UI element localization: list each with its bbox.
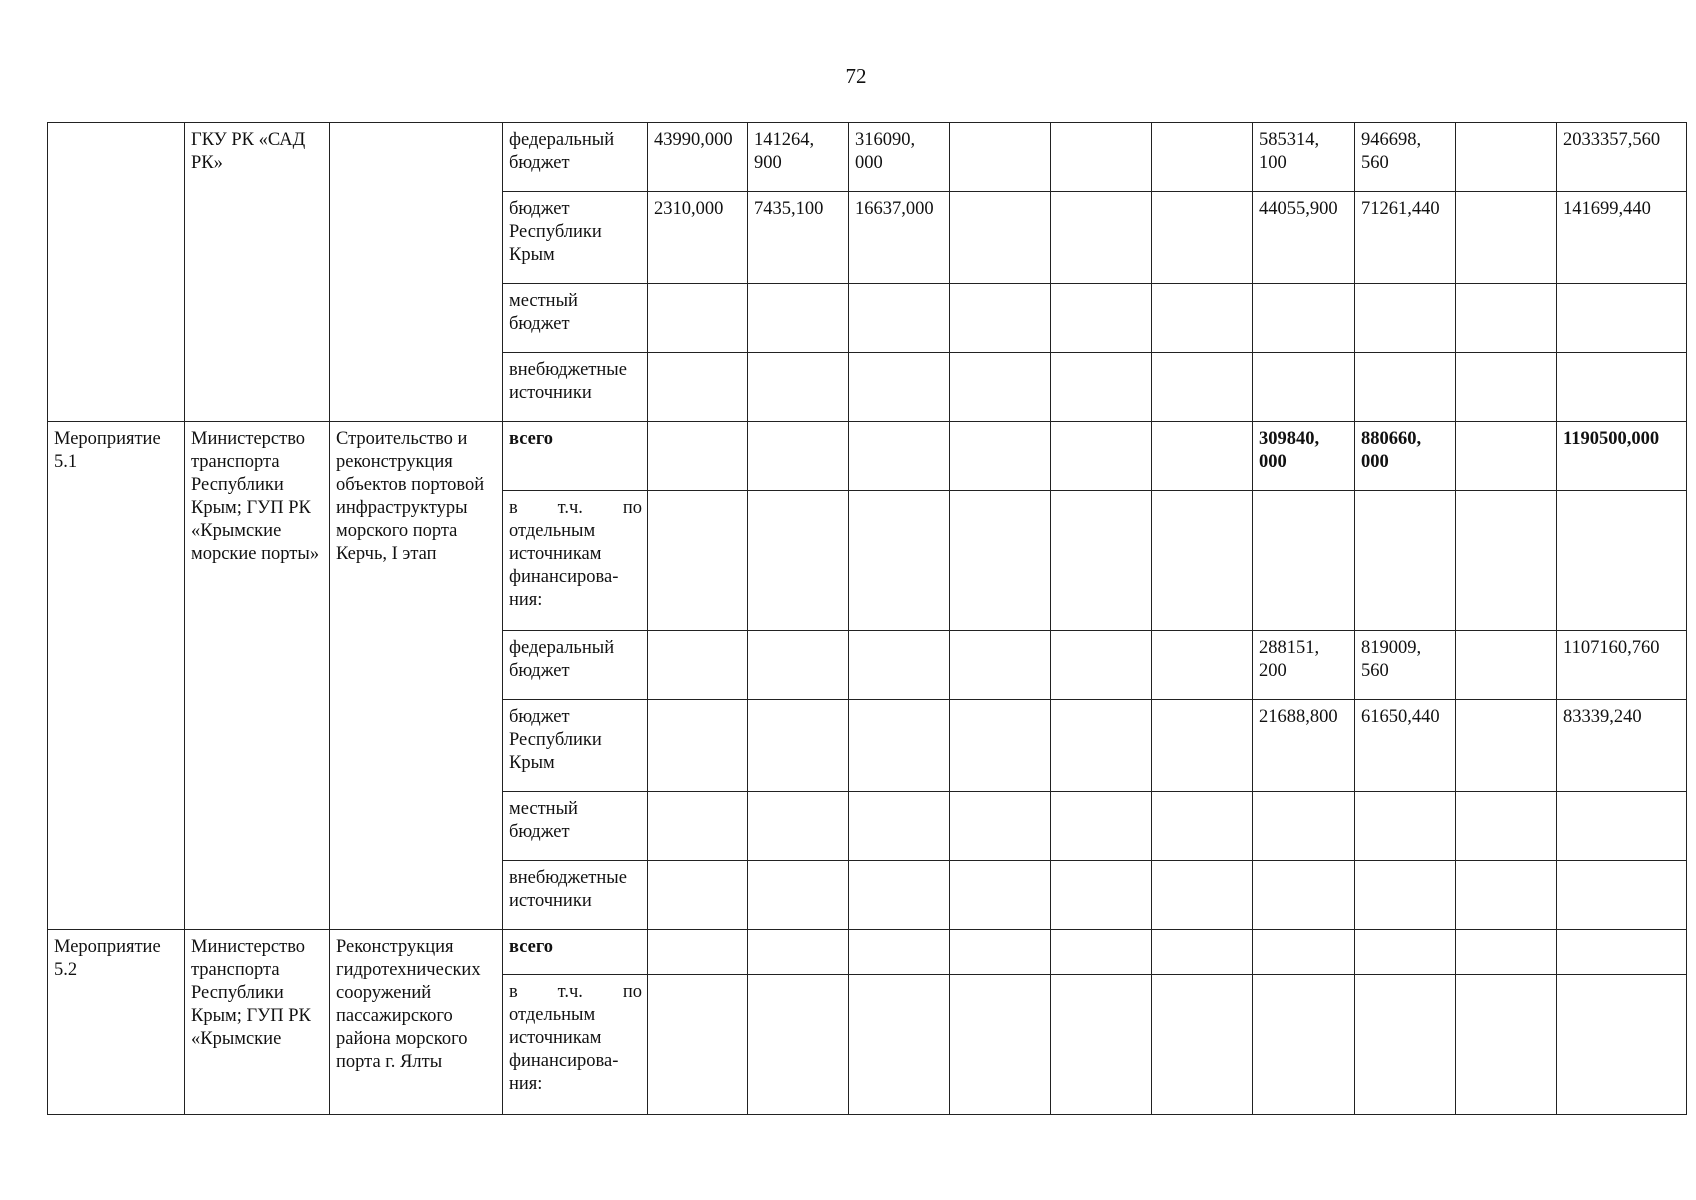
amount-cell xyxy=(950,975,1051,1115)
amount-cell: 1107160,760 xyxy=(1557,631,1687,700)
measure-name-cell: Мероприятие 5.2 xyxy=(48,930,185,1115)
amount-cell xyxy=(950,631,1051,700)
amount-cell xyxy=(1456,353,1557,422)
amount-cell: 316090, 000 xyxy=(849,123,950,192)
source-cell-total: всего xyxy=(503,930,648,975)
executor-cell: Министерство транспорта Республики Крым; ГУП РК «Крымские морские порты» xyxy=(185,422,330,930)
amount-cell: 2310,000 xyxy=(648,192,748,284)
including-label-word: в xyxy=(509,498,518,518)
amount-cell: 585314, 100 xyxy=(1253,123,1355,192)
table-row xyxy=(48,422,1687,491)
amount-cell: 83339,240 xyxy=(1557,700,1687,792)
including-label-rest: отдельным источникам финансирова-ния: xyxy=(509,1005,619,1094)
executor-cell: ГКУ РК «САД РК» xyxy=(185,123,330,422)
amount-cell xyxy=(748,491,849,631)
amount-cell xyxy=(1557,861,1687,930)
amount-cell xyxy=(950,700,1051,792)
amount-cell: 141699,440 xyxy=(1557,192,1687,284)
amount-cell xyxy=(1456,284,1557,353)
amount-cell xyxy=(748,792,849,861)
amount-cell: 7435,100 xyxy=(748,192,849,284)
amount-cell: 309840, 000 xyxy=(1253,422,1355,491)
executor-cell: Министерство транспорта Республики Крым; ГУП РК «Крымские xyxy=(185,930,330,1115)
source-cell: федеральный бюджет xyxy=(503,123,648,192)
amount-cell xyxy=(849,491,950,631)
amount-cell: 2033357,560 xyxy=(1557,123,1687,192)
amount-cell xyxy=(1456,123,1557,192)
amount-cell xyxy=(1456,700,1557,792)
amount-cell xyxy=(1456,930,1557,975)
amount-cell xyxy=(1253,792,1355,861)
amount-cell xyxy=(950,792,1051,861)
amount-cell: 819009, 560 xyxy=(1355,631,1456,700)
amount-cell xyxy=(950,422,1051,491)
amount-cell xyxy=(1253,491,1355,631)
amount-cell xyxy=(1456,792,1557,861)
amount-cell xyxy=(950,491,1051,631)
amount-cell xyxy=(1557,284,1687,353)
amount-cell: 16637,000 xyxy=(849,192,950,284)
amount-cell: 21688,800 xyxy=(1253,700,1355,792)
amount-cell xyxy=(1355,792,1456,861)
amount-cell xyxy=(950,930,1051,975)
including-label-line xyxy=(509,497,642,520)
amount-cell xyxy=(1456,422,1557,491)
measure-name-cell: Мероприятие 5.1 xyxy=(48,422,185,930)
amount-cell xyxy=(1253,861,1355,930)
amount-cell xyxy=(1152,192,1253,284)
amount-cell xyxy=(1456,192,1557,284)
amount-cell xyxy=(1253,975,1355,1115)
amount-cell xyxy=(1051,192,1152,284)
amount-cell xyxy=(1152,123,1253,192)
amount-cell xyxy=(1456,975,1557,1115)
amount-cell xyxy=(950,353,1051,422)
source-cell: внебюджетные источники xyxy=(503,353,648,422)
amount-cell xyxy=(748,284,849,353)
including-label-rest: отдельным источникам финансирова-ния: xyxy=(509,521,619,610)
amount-cell xyxy=(1152,631,1253,700)
amount-cell xyxy=(1557,792,1687,861)
amount-cell xyxy=(1456,631,1557,700)
amount-cell xyxy=(1253,930,1355,975)
amount-cell xyxy=(1557,930,1687,975)
amount-cell xyxy=(748,861,849,930)
amount-cell: 61650,440 xyxy=(1355,700,1456,792)
amount-cell xyxy=(1152,861,1253,930)
amount-cell xyxy=(849,700,950,792)
amount-cell xyxy=(1355,284,1456,353)
amount-cell xyxy=(950,861,1051,930)
amount-cell xyxy=(1051,975,1152,1115)
amount-cell xyxy=(1051,631,1152,700)
amount-cell xyxy=(1051,284,1152,353)
amount-cell: 1190500,000 xyxy=(1557,422,1687,491)
source-cell: местный бюджет xyxy=(503,792,648,861)
source-cell-including xyxy=(503,975,648,1115)
amount-cell xyxy=(648,975,748,1115)
source-cell: бюджет Республики Крым xyxy=(503,192,648,284)
amount-cell xyxy=(1253,353,1355,422)
budget-table xyxy=(47,122,1687,1115)
page-number: 72 xyxy=(845,64,867,88)
amount-cell xyxy=(648,861,748,930)
amount-cell xyxy=(748,422,849,491)
including-label-word: в xyxy=(509,982,518,1002)
amount-cell xyxy=(1152,284,1253,353)
amount-cell xyxy=(950,284,1051,353)
amount-cell xyxy=(748,975,849,1115)
table-row xyxy=(48,930,1687,975)
table-row xyxy=(48,123,1687,192)
description-cell: Строительство и реконструкция объектов портовой инфраструктуры морского порта Керчь, I этап xyxy=(330,422,503,930)
source-cell: местный бюджет xyxy=(503,284,648,353)
amount-cell xyxy=(849,861,950,930)
amount-cell xyxy=(1051,422,1152,491)
amount-cell xyxy=(1355,975,1456,1115)
amount-cell xyxy=(748,353,849,422)
amount-cell xyxy=(849,631,950,700)
amount-cell xyxy=(748,930,849,975)
amount-cell: 43990,000 xyxy=(648,123,748,192)
source-cell: внебюджетные источники xyxy=(503,861,648,930)
description-cell: Реконструкция гидротехнических сооружений пассажирского района морского порта г. Ялты xyxy=(330,930,503,1115)
amount-cell xyxy=(1152,353,1253,422)
amount-cell xyxy=(1557,491,1687,631)
amount-cell xyxy=(1051,123,1152,192)
amount-cell xyxy=(849,353,950,422)
including-label-line xyxy=(509,981,642,1004)
description-cell xyxy=(330,123,503,422)
amount-cell xyxy=(1152,975,1253,1115)
amount-cell xyxy=(1152,930,1253,975)
amount-cell xyxy=(648,631,748,700)
including-label-word: по xyxy=(622,498,642,518)
amount-cell xyxy=(648,353,748,422)
amount-cell xyxy=(1557,353,1687,422)
amount-cell xyxy=(1253,284,1355,353)
amount-cell: 946698, 560 xyxy=(1355,123,1456,192)
amount-cell xyxy=(1355,930,1456,975)
source-cell-total: всего xyxy=(503,422,648,491)
amount-cell xyxy=(849,422,950,491)
source-cell-including xyxy=(503,491,648,631)
amount-cell xyxy=(1051,930,1152,975)
amount-cell: 288151, 200 xyxy=(1253,631,1355,700)
amount-cell xyxy=(849,930,950,975)
amount-cell xyxy=(648,700,748,792)
amount-cell xyxy=(1152,422,1253,491)
amount-cell xyxy=(648,422,748,491)
amount-cell xyxy=(950,123,1051,192)
amount-cell xyxy=(849,792,950,861)
source-cell: бюджет Республики Крым xyxy=(503,700,648,792)
amount-cell: 71261,440 xyxy=(1355,192,1456,284)
including-label-word: по xyxy=(622,982,642,1002)
amount-cell xyxy=(1355,861,1456,930)
amount-cell xyxy=(1051,353,1152,422)
amount-cell xyxy=(1152,700,1253,792)
including-label-word: т.ч. xyxy=(557,982,583,1002)
amount-cell xyxy=(648,284,748,353)
including-label-word: т.ч. xyxy=(557,498,583,518)
measure-name-cell xyxy=(48,123,185,422)
amount-cell xyxy=(1456,491,1557,631)
amount-cell xyxy=(1355,491,1456,631)
amount-cell xyxy=(1557,975,1687,1115)
amount-cell: 44055,900 xyxy=(1253,192,1355,284)
amount-cell xyxy=(648,930,748,975)
amount-cell xyxy=(1152,491,1253,631)
amount-cell xyxy=(1355,353,1456,422)
amount-cell: 141264, 900 xyxy=(748,123,849,192)
amount-cell xyxy=(1152,792,1253,861)
source-cell: федеральный бюджет xyxy=(503,631,648,700)
budget-table-body xyxy=(48,123,1687,1115)
amount-cell xyxy=(1051,861,1152,930)
amount-cell xyxy=(648,491,748,631)
amount-cell xyxy=(648,792,748,861)
amount-cell: 880660, 000 xyxy=(1355,422,1456,491)
amount-cell xyxy=(1051,491,1152,631)
amount-cell xyxy=(849,284,950,353)
amount-cell xyxy=(748,631,849,700)
amount-cell xyxy=(849,975,950,1115)
amount-cell xyxy=(748,700,849,792)
amount-cell xyxy=(1051,700,1152,792)
amount-cell xyxy=(1456,861,1557,930)
amount-cell xyxy=(1051,792,1152,861)
amount-cell xyxy=(950,192,1051,284)
